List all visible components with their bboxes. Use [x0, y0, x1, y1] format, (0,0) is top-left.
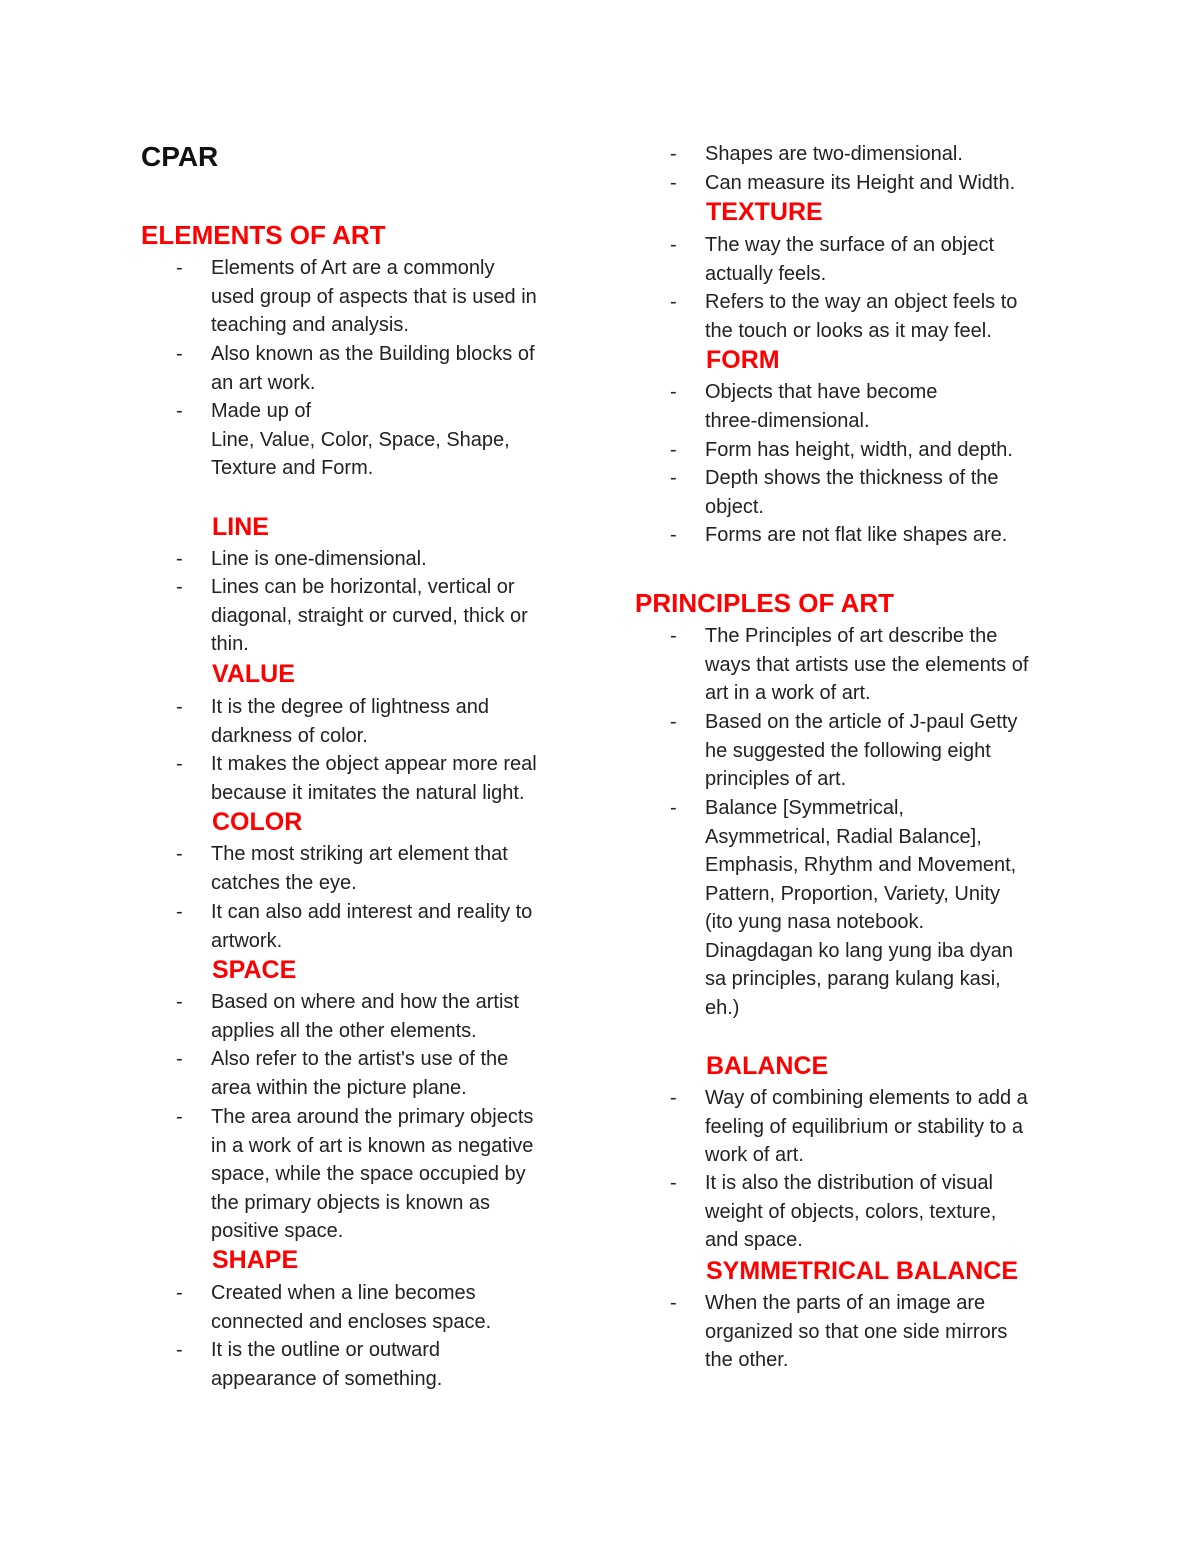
bullet-text-line: thin. [211, 633, 249, 655]
bullet-dash: - [670, 711, 677, 733]
bullet-text-line: Pattern, Proportion, Variety, Unity [705, 882, 1000, 905]
bullet-dash: - [176, 1106, 183, 1128]
bullet-dash: - [176, 991, 183, 1013]
bullet-text-line: eh.) [705, 996, 740, 1019]
bullet-dash: - [176, 696, 183, 718]
bullet-dash: - [670, 1087, 677, 1109]
bullet-text-line: in a work of art is known as negative [211, 1134, 534, 1157]
bullet-text-line: and space. [705, 1229, 803, 1251]
bullet-text-line: positive space. [211, 1220, 344, 1242]
bullet-text-line: an art work. [211, 371, 316, 394]
heading-value: VALUE [212, 660, 295, 688]
bullet-text-line: Refers to the way an object feels to [705, 291, 1018, 313]
bullet-text-line: weight of objects, colors, texture, [705, 1200, 997, 1223]
heading-form: FORM [706, 346, 780, 374]
bullet-dash: - [670, 234, 677, 256]
heading-color: COLOR [212, 808, 303, 836]
bullet-dash: - [176, 400, 183, 422]
bullet-text-line: The way the surface of an object [705, 234, 995, 256]
bullet-text-line: Elements of Art are a commonly [211, 257, 495, 279]
bullet-dash: - [176, 1282, 183, 1304]
bullet-text-line: diagonal, straight or curved, thick or [211, 604, 528, 627]
bullet-dash: - [670, 625, 677, 647]
bullet-dash: - [176, 257, 183, 279]
bullet-dash: - [176, 753, 183, 775]
bullet-dash: - [670, 1292, 677, 1314]
bullet-text-line: object. [705, 495, 764, 518]
bullet-text-line: Asymmetrical, Radial Balance], [705, 825, 982, 848]
bullet-text-line: the touch or looks as it may feel. [705, 319, 992, 342]
bullet-text-line: sa principles, parang kulang kasi, [705, 968, 1001, 990]
bullet-dash: - [670, 291, 677, 313]
bullet-text-line: applies all the other elements. [211, 1019, 477, 1042]
bullet-dash: - [670, 797, 677, 819]
heading-shape: SHAPE [212, 1246, 299, 1274]
bullet-text-line: three-dimensional. [705, 409, 870, 432]
bullet-text-line: Form has height, width, and depth. [705, 439, 1013, 461]
bullet-text-line: he suggested the following eight [705, 739, 991, 762]
bullet-dash: - [670, 172, 677, 194]
bullet-dash: - [670, 1172, 677, 1194]
bullet-dash: - [176, 901, 183, 923]
bullet-text-line: Lines can be horizontal, vertical or [211, 576, 515, 598]
bullet-dash: - [670, 467, 677, 489]
bullet-text-line: Also refer to the artist's use of the [211, 1048, 509, 1070]
heading-texture: TEXTURE [706, 198, 823, 226]
heading-principles-of-art: PRINCIPLES OF ART [635, 588, 895, 618]
bullet-text-line: Objects that have become [705, 381, 938, 403]
bullet-text-line: Line is one-dimensional. [211, 548, 427, 570]
bullet-text-line: Depth shows the thickness of the [705, 467, 999, 489]
bullet-text-line: organized so that one side mirrors [705, 1320, 1008, 1343]
bullet-text-line: The most striking art element that [211, 843, 508, 865]
bullet-text-line: connected and encloses space. [211, 1310, 492, 1333]
bullet-text-line: It is the degree of lightness and [211, 696, 489, 718]
bullet-dash: - [176, 548, 183, 570]
bullet-text-line: used group of aspects that is used in [211, 285, 537, 308]
bullet-text-line: Can measure its Height and Width. [705, 172, 1016, 194]
bullet-text-line: Based on the article of J-paul Getty [705, 711, 1018, 733]
bullet-text-line: Balance [Symmetrical, [705, 797, 904, 819]
heading-space: SPACE [212, 956, 297, 984]
bullet-dash: - [176, 1048, 183, 1070]
bullet-text-line: darkness of color. [211, 724, 368, 747]
bullet-text-line: When the parts of an image are [705, 1292, 986, 1314]
bullet-text-line: Shapes are two-dimensional. [705, 143, 963, 165]
bullet-text-line: teaching and analysis. [211, 314, 409, 336]
bullet-text-line: the primary objects is known as [211, 1191, 491, 1214]
bullet-text-line: work of art. [705, 1144, 804, 1166]
document-title: CPAR [141, 141, 219, 172]
bullet-dash: - [670, 439, 677, 461]
bullet-text-line: Dinagdagan ko lang yung iba dyan [705, 939, 1014, 962]
bullet-text-line: Forms are not flat like shapes are. [705, 524, 1008, 546]
bullet-text-line: area within the picture plane. [211, 1076, 467, 1099]
bullet-text-line: The area around the primary objects [211, 1106, 534, 1128]
bullet-dash: - [670, 381, 677, 403]
bullet-text-line: Created when a line becomes [211, 1282, 476, 1304]
bullet-dash: - [176, 843, 183, 865]
bullet-text-line: It can also add interest and reality to [211, 901, 533, 923]
bullet-dash: - [176, 343, 183, 365]
bullet-text-line: Made up of [211, 400, 312, 422]
bullet-text-line: Also known as the Building blocks of [211, 343, 535, 365]
bullet-text-line: because it imitates the natural light. [211, 781, 525, 804]
bullet-dash: - [176, 1339, 183, 1361]
bullet-text-line: space, while the space occupied by [211, 1163, 526, 1185]
bullet-text-line: principles of art. [705, 768, 847, 790]
heading-symmetrical-balance: SYMMETRICAL BALANCE [706, 1257, 1019, 1285]
bullet-text-line: Texture and Form. [211, 457, 374, 479]
bullet-text-line: ways that artists use the elements of [705, 653, 1029, 676]
bullet-text-line: Line, Value, Color, Space, Shape, [211, 428, 510, 451]
bullet-text-line: Way of combining elements to add a [705, 1087, 1028, 1109]
bullet-text-line: catches the eye. [211, 871, 357, 894]
bullet-text-line: actually feels. [705, 262, 827, 285]
heading-line: LINE [212, 513, 269, 541]
bullet-dash: - [670, 143, 677, 165]
bullet-dash: - [670, 524, 677, 546]
bullet-text-line: the other. [705, 1349, 789, 1371]
bullet-text-line: feeling of equilibrium or stability to a [705, 1115, 1023, 1138]
bullet-text-line: art in a work of art. [705, 682, 871, 704]
bullet-text-line: The Principles of art describe the [705, 625, 998, 647]
bullet-text-line: It is the outline or outward [211, 1339, 441, 1361]
heading-elements-of-art: ELEMENTS OF ART [141, 220, 386, 250]
bullet-text-line: Emphasis, Rhythm and Movement, [705, 854, 1017, 876]
bullet-text-line: Based on where and how the artist [211, 991, 519, 1013]
bullet-text-line: appearance of something. [211, 1367, 443, 1390]
bullet-dash: - [176, 576, 183, 598]
bullet-text-line: artwork. [211, 929, 283, 952]
bullet-text-line: It is also the distribution of visual [705, 1172, 993, 1194]
bullet-text-line: (ito yung nasa notebook. [705, 911, 925, 933]
bullet-text-line: It makes the object appear more real [211, 753, 537, 775]
heading-balance: BALANCE [706, 1052, 829, 1080]
